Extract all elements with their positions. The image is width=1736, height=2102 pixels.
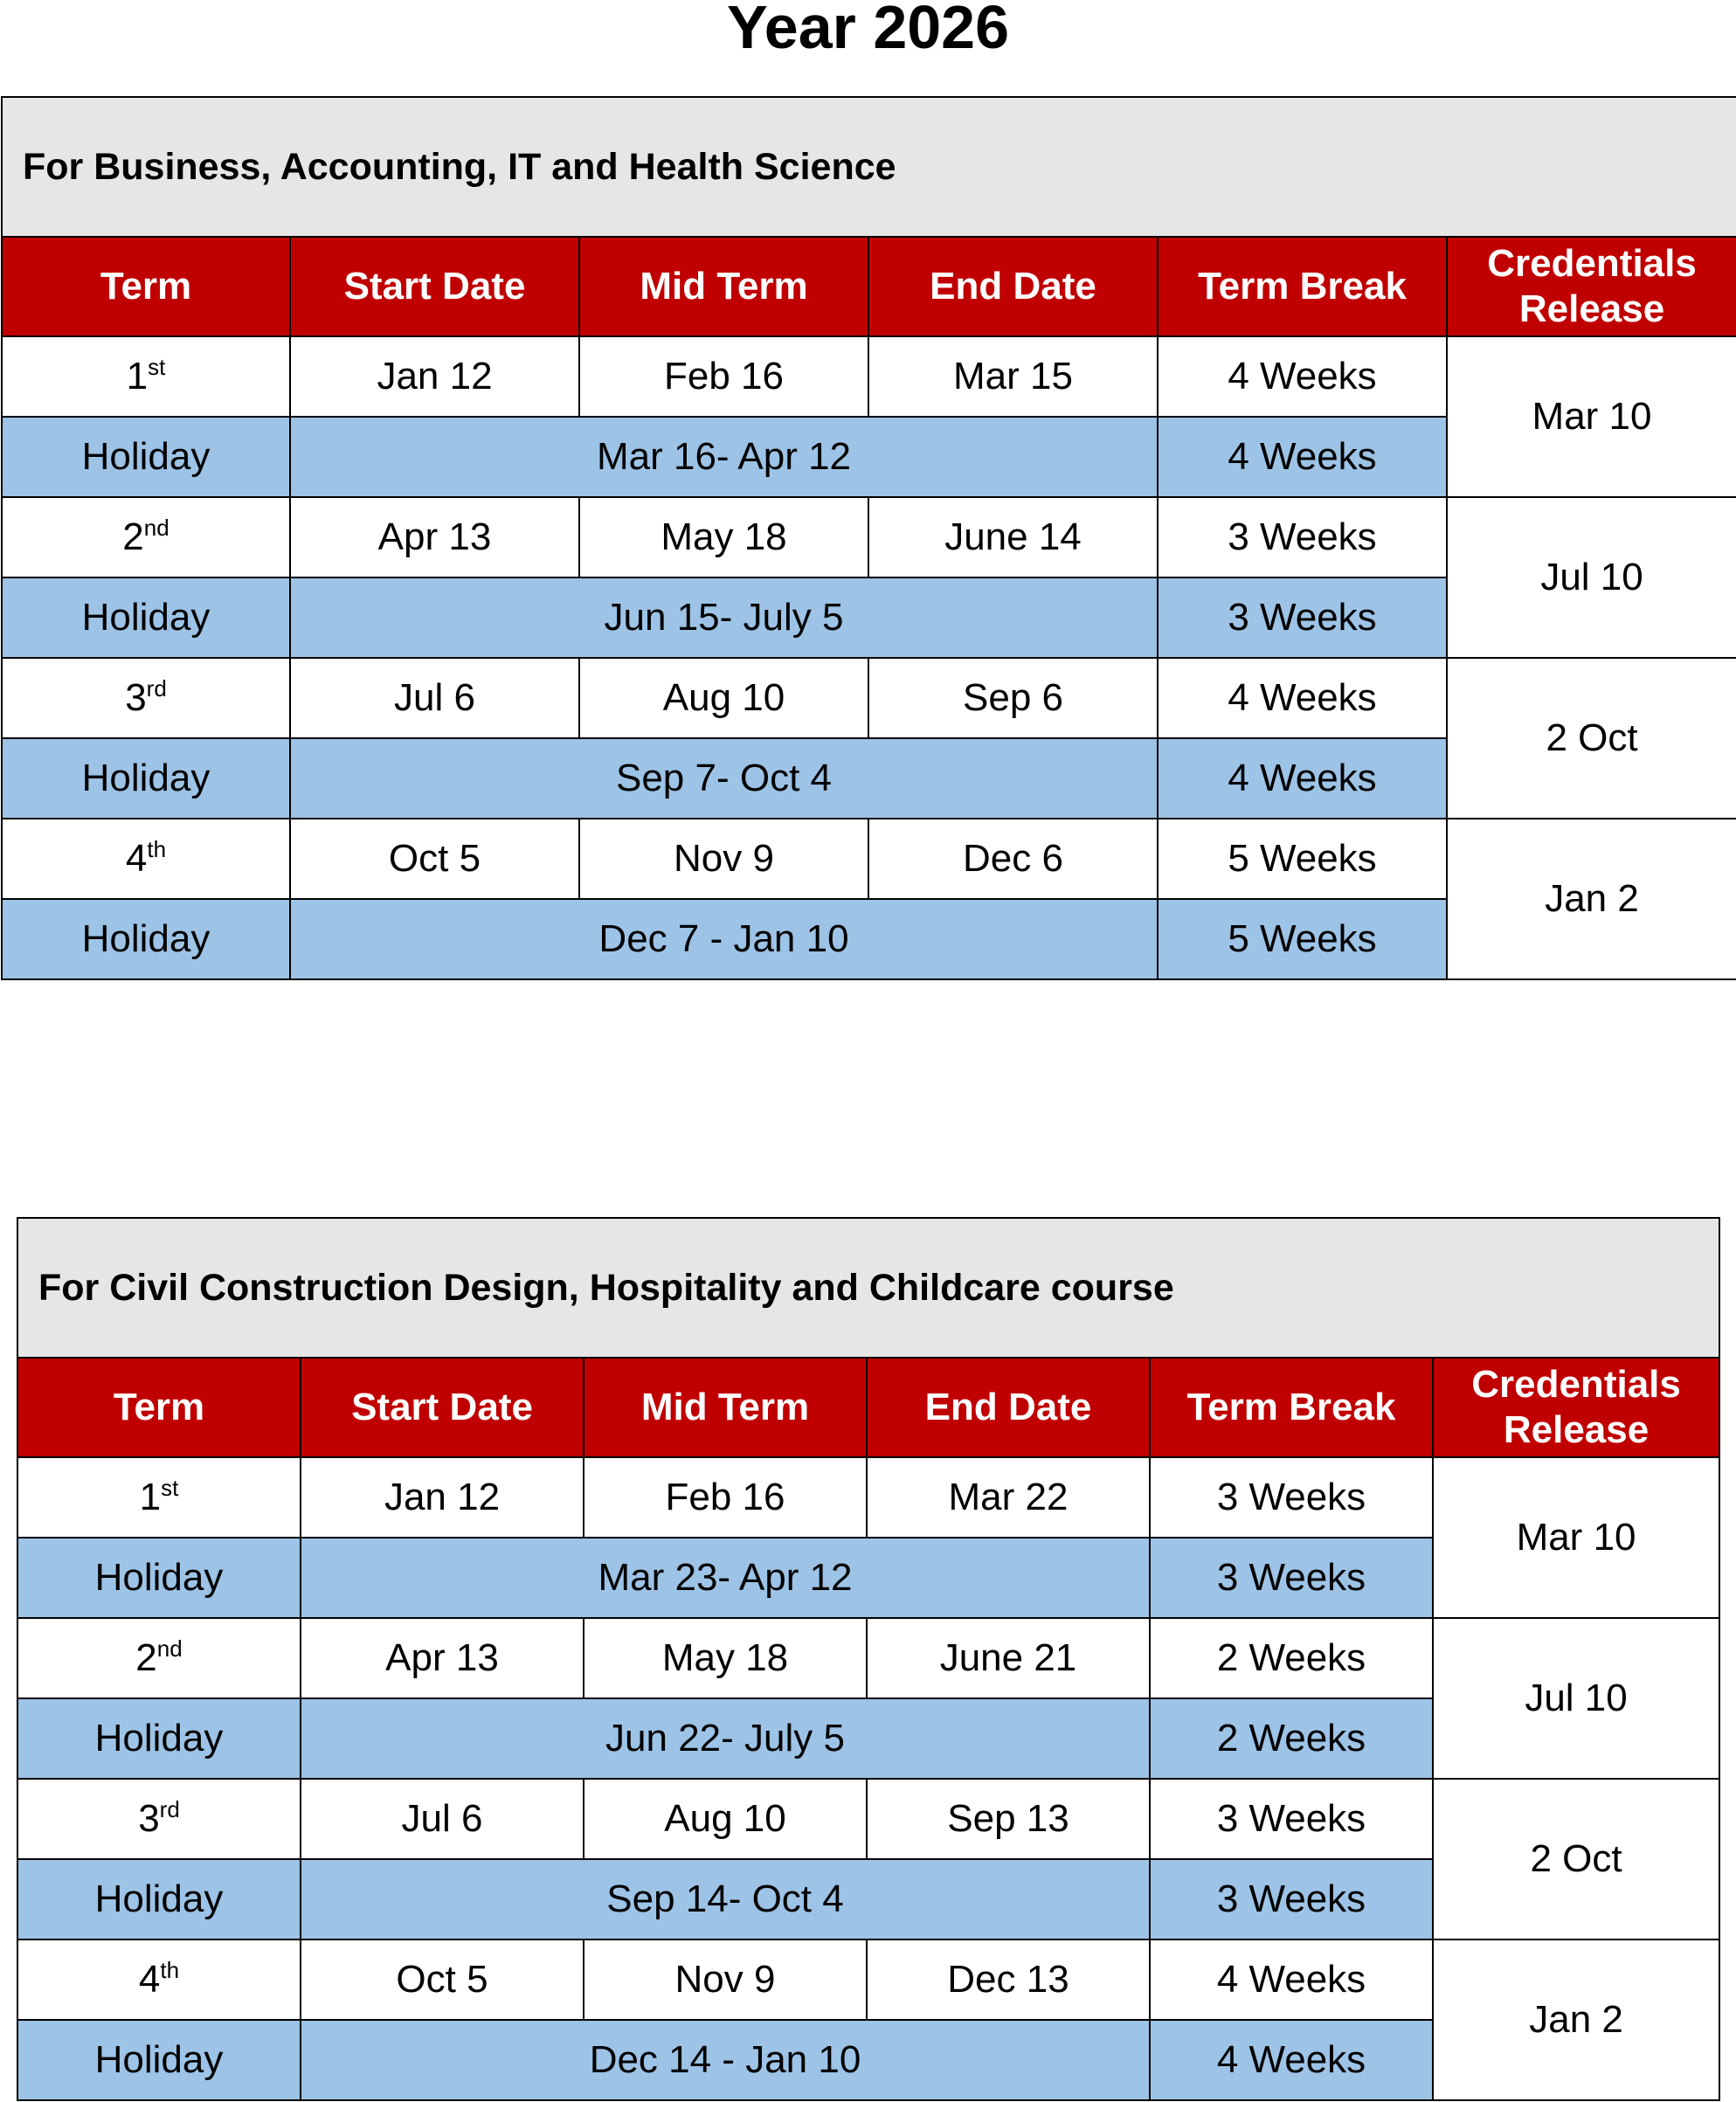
column-header-start-date: Start Date (301, 1358, 584, 1457)
start-date-cell: Oct 5 (301, 1940, 584, 2020)
holiday-dates-cell: Sep 14- Oct 4 (301, 1859, 1150, 1940)
section-heading-row (2, 97, 1736, 237)
term-number: 2 (122, 515, 144, 558)
column-header-term: Term (2, 237, 290, 336)
section-heading-row (17, 1218, 1719, 1358)
term-cell (17, 1779, 301, 1859)
end-date-cell: Mar 22 (867, 1457, 1150, 1538)
mid-term-cell: May 18 (584, 1618, 867, 1698)
holiday-dates-cell: Dec 7 - Jan 10 (290, 899, 1158, 979)
column-header-credentials-release: Credentials Release (1433, 1358, 1719, 1457)
column-header-row (2, 237, 1736, 336)
column-header-credentials-release: Credentials Release (1447, 237, 1736, 336)
credentials-release-cell: Mar 10 (1433, 1457, 1719, 1618)
page-title: Year 2026 (726, 0, 1010, 61)
term-ordinal-suffix: rd (159, 1796, 180, 1822)
term-break-cell: 3 Weeks (1150, 1779, 1433, 1859)
section-heading: For Business, Accounting, IT and Health Science (2, 97, 1736, 237)
holiday-label-cell: Holiday (2, 417, 290, 497)
mid-term-cell: Nov 9 (579, 819, 868, 899)
start-date-cell: Apr 13 (290, 497, 579, 577)
term-break-cell: 3 Weeks (1158, 497, 1447, 577)
term-calendar-table (17, 1217, 1720, 2101)
column-header-mid-term: Mid Term (579, 237, 868, 336)
term-number: 2 (135, 1636, 157, 1679)
end-date-cell: June 14 (868, 497, 1158, 577)
column-header-start-date: Start Date (290, 237, 579, 336)
credentials-release-cell: Jul 10 (1433, 1618, 1719, 1779)
mid-term-cell: Nov 9 (584, 1940, 867, 2020)
term-break-cell: 5 Weeks (1158, 819, 1447, 899)
end-date-cell: June 21 (867, 1618, 1150, 1698)
section-heading: For Civil Construction Design, Hospitality and Childcare course (17, 1218, 1719, 1358)
term-row (2, 658, 1736, 738)
term-number: 3 (125, 676, 147, 719)
mid-term-cell: Aug 10 (579, 658, 868, 738)
holiday-label-cell: Holiday (17, 1859, 301, 1940)
holiday-label-cell: Holiday (2, 899, 290, 979)
holiday-dates-cell: Jun 15- July 5 (290, 577, 1158, 658)
holiday-label-cell: Holiday (17, 2020, 301, 2100)
mid-term-cell: Feb 16 (584, 1457, 867, 1538)
holiday-break-cell: 4 Weeks (1158, 738, 1447, 819)
term-cell (17, 1618, 301, 1698)
holiday-break-cell: 4 Weeks (1158, 417, 1447, 497)
term-cell (2, 497, 290, 577)
mid-term-cell: Aug 10 (584, 1779, 867, 1859)
start-date-cell: Jan 12 (301, 1457, 584, 1538)
column-header-mid-term: Mid Term (584, 1358, 867, 1457)
term-cell (2, 658, 290, 738)
column-header-row (17, 1358, 1719, 1457)
credentials-release-cell: 2 Oct (1447, 658, 1736, 819)
credentials-release-cell: 2 Oct (1433, 1779, 1719, 1940)
holiday-dates-cell: Jun 22- July 5 (301, 1698, 1150, 1779)
term-break-cell: 2 Weeks (1150, 1618, 1433, 1698)
column-header-term-break: Term Break (1150, 1358, 1433, 1457)
term-row (2, 497, 1736, 577)
holiday-label-cell: Holiday (17, 1538, 301, 1618)
holiday-break-cell: 5 Weeks (1158, 899, 1447, 979)
term-number: 4 (138, 1958, 161, 2001)
column-header-term: Term (17, 1358, 301, 1457)
holiday-dates-cell: Mar 23- Apr 12 (301, 1538, 1150, 1618)
term-row (2, 336, 1736, 417)
end-date-cell: Sep 13 (867, 1779, 1150, 1859)
end-date-cell: Dec 6 (868, 819, 1158, 899)
term-row (17, 1618, 1719, 1698)
term-break-cell: 3 Weeks (1150, 1457, 1433, 1538)
column-header-end-date: End Date (868, 237, 1158, 336)
term-ordinal-suffix: nd (143, 515, 169, 541)
holiday-break-cell: 3 Weeks (1150, 1859, 1433, 1940)
holiday-dates-cell: Dec 14 - Jan 10 (301, 2020, 1150, 2100)
term-break-cell: 4 Weeks (1158, 336, 1447, 417)
term-row (2, 819, 1736, 899)
holiday-break-cell: 3 Weeks (1158, 577, 1447, 658)
end-date-cell: Dec 13 (867, 1940, 1150, 2020)
term-ordinal-suffix: nd (156, 1635, 183, 1662)
term-cell (2, 819, 290, 899)
holiday-label-cell: Holiday (2, 738, 290, 819)
term-calendar-table (1, 96, 1736, 980)
term-break-cell: 4 Weeks (1158, 658, 1447, 738)
credentials-release-cell: Jan 2 (1447, 819, 1736, 979)
term-number: 4 (125, 837, 148, 880)
term-number: 1 (126, 355, 149, 398)
term-row (17, 1940, 1719, 2020)
term-ordinal-suffix: st (161, 1475, 179, 1501)
holiday-break-cell: 2 Weeks (1150, 1698, 1433, 1779)
start-date-cell: Jul 6 (290, 658, 579, 738)
term-cell (2, 336, 290, 417)
holiday-dates-cell: Mar 16- Apr 12 (290, 417, 1158, 497)
column-header-term-break: Term Break (1158, 237, 1447, 336)
holiday-break-cell: 3 Weeks (1150, 1538, 1433, 1618)
term-ordinal-suffix: st (148, 354, 166, 380)
term-number: 3 (138, 1797, 160, 1840)
credentials-release-cell: Jul 10 (1447, 497, 1736, 658)
holiday-dates-cell: Sep 7- Oct 4 (290, 738, 1158, 819)
start-date-cell: Apr 13 (301, 1618, 584, 1698)
mid-term-cell: Feb 16 (579, 336, 868, 417)
term-row (17, 1779, 1719, 1859)
column-header-end-date: End Date (867, 1358, 1150, 1457)
start-date-cell: Jan 12 (290, 336, 579, 417)
term-ordinal-suffix: th (160, 1957, 180, 1983)
term-ordinal-suffix: rd (146, 675, 167, 702)
mid-term-cell: May 18 (579, 497, 868, 577)
term-ordinal-suffix: th (147, 836, 167, 862)
term-number: 1 (139, 1476, 162, 1518)
holiday-label-cell: Holiday (17, 1698, 301, 1779)
term-row (17, 1457, 1719, 1538)
end-date-cell: Mar 15 (868, 336, 1158, 417)
term-cell (17, 1940, 301, 2020)
credentials-release-cell: Mar 10 (1447, 336, 1736, 497)
term-break-cell: 4 Weeks (1150, 1940, 1433, 2020)
holiday-break-cell: 4 Weeks (1150, 2020, 1433, 2100)
credentials-release-cell: Jan 2 (1433, 1940, 1719, 2100)
end-date-cell: Sep 6 (868, 658, 1158, 738)
term-cell (17, 1457, 301, 1538)
start-date-cell: Jul 6 (301, 1779, 584, 1859)
holiday-label-cell: Holiday (2, 577, 290, 658)
start-date-cell: Oct 5 (290, 819, 579, 899)
